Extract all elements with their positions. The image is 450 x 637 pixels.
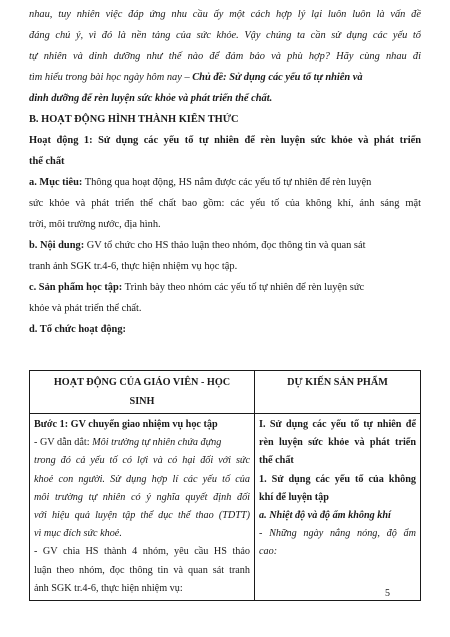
teacher-activity-cell xyxy=(30,414,255,601)
product-heading-1-line-3: thể chất xyxy=(259,455,294,467)
objective-line-3: trời, môi trường nước, địa hình. xyxy=(29,219,161,230)
activity-title-line-1: Hoạt động 1: Sử dụng các yếu tố tự nhiên để rèn luyện sức khỏe và phát triển xyxy=(29,135,421,146)
product-subheading-a: a. Nhiệt độ và độ ẩm không khí xyxy=(259,509,391,521)
lead-line-2: trong đó cả yếu tố có lợi và có hại đối với sức xyxy=(34,455,250,467)
header-right-label: DỰ KIẾN SẢN PHẨM xyxy=(287,377,388,388)
product-heading-2-line-1: 1. Sử dụng các yếu tố của không xyxy=(259,473,416,485)
product-line-1 xyxy=(29,281,421,295)
lead-line-6: vì mục đích sức khoẻ. xyxy=(34,528,122,540)
lead-line-4: môi trường tự nhiên có ý nghĩa quyết định đối xyxy=(34,491,250,503)
intro-line-3: tự nhiên và dinh dưỡng như thế nào để đảm bảo và phù hợp? Hãy cùng nhau đi xyxy=(29,51,421,62)
step-1-title: Bước 1: GV chuyển giao nhiệm vụ học tập xyxy=(34,419,218,430)
page-number: 5 xyxy=(385,588,390,599)
table-header-row xyxy=(30,371,421,414)
content-label: b. Nội dung: xyxy=(29,240,85,251)
product-label: c. Sản phẩm học tập: xyxy=(29,282,123,293)
header-left-line-1: HOẠT ĐỘNG CỦA GIÁO VIÊN - HỌC xyxy=(53,377,231,388)
activity-title-line-2: thể chất xyxy=(29,156,65,167)
lead-prefix: - GV dẫn dắt: xyxy=(34,437,93,449)
objective-text: Thông qua hoạt động, HS nắm được các yếu tố tự nhiên để rèn luyện xyxy=(82,177,372,188)
product-line-2: khỏe và phát triển thể chất. xyxy=(29,303,142,314)
objective-line-2: sức khỏe và phát triển thể chất bao gồm: các yếu tố của không khí, ánh sáng mặt xyxy=(29,198,421,209)
product-text: Trình bày theo nhóm các yếu tố tự nhiên để rèn luyện sức xyxy=(122,282,365,293)
header-left-line-2: SINH xyxy=(129,396,155,407)
intro-line-4 xyxy=(29,71,421,85)
content-line-1 xyxy=(29,239,421,253)
lead-line-5: với hiệu quả luyện tập thể dục thể thao (TDTT) xyxy=(34,509,250,521)
product-heading-1-line-1: I. Sử dụng các yếu tố tự nhiên để xyxy=(259,419,416,430)
expected-product-cell xyxy=(255,414,421,601)
activity-table xyxy=(29,370,421,601)
table-row xyxy=(30,414,421,601)
task-line-2: luận theo nhóm, đọc thông tin và quan sát tranh xyxy=(34,564,250,576)
content-line-2: tranh ảnh SGK tr.4-6, thực hiện nhiệm vụ học tập. xyxy=(29,261,238,272)
topic-title-end: dinh dưỡng để rèn luyện sức khỏe và phát triển thể chất. xyxy=(29,93,273,104)
lead-text-1: Môi trường tự nhiên chứa đựng xyxy=(92,437,222,449)
content-text: GV tổ chức cho HS thảo luận theo nhóm, đọc thông tin và quan sát xyxy=(84,240,366,251)
product-heading-1-line-2: rèn luyện sức khỏe và phát triển xyxy=(259,437,416,449)
objective-label: a. Mục tiêu: xyxy=(29,177,83,188)
objective-line-1 xyxy=(29,176,421,190)
organization-label: d. Tổ chức hoạt động: xyxy=(29,324,126,335)
intro-line-1: nhau, tuy nhiên việc đáp ứng nhu cầu ấy một cách hợp lý lại luôn luôn là vấn đề xyxy=(29,9,421,20)
lead-line-1 xyxy=(34,434,250,452)
section-heading: B. HOẠT ĐỘNG HÌNH THÀNH KIẾN THỨC xyxy=(29,114,239,125)
intro-line-4-text: tìm hiểu trong bài học ngày hôm nay – xyxy=(29,72,193,83)
header-teacher-student xyxy=(30,371,255,414)
product-heading-2-line-2: khí để luyện tập xyxy=(259,491,329,503)
task-line-1: - GV chia HS thành 4 nhóm, yêu cầu HS thảo xyxy=(34,546,250,558)
task-line-3: ảnh SGK tr.4-6, thực hiện nhiệm vụ: xyxy=(34,582,183,594)
intro-line-2: đáng chú ý, vì đó là nền tảng của sức khỏe. Vậy chúng ta cần sử dụng các yếu tố xyxy=(29,30,421,41)
product-text-line-1: - Những ngày nắng nóng, độ ẩm xyxy=(259,528,416,540)
topic-title-start: Chủ đề: Sử dụng các yếu tố tự nhiên và xyxy=(192,72,363,83)
header-expected-product xyxy=(255,371,421,414)
product-text-line-2: cao: xyxy=(259,546,278,558)
lead-line-3: khoẻ con người. Sử dụng hợp lí các yếu tố của xyxy=(34,473,250,485)
